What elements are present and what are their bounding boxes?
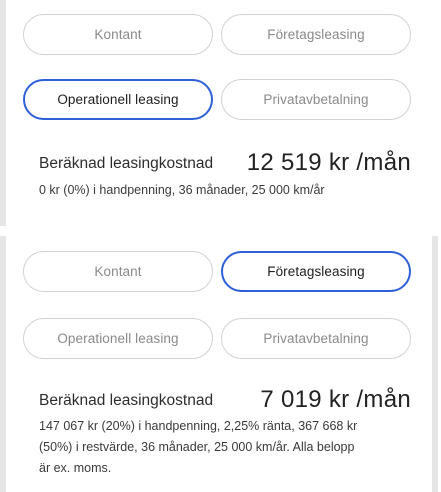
scroll-edge-right bbox=[432, 236, 438, 492]
option-cash-label: Kontant bbox=[94, 264, 142, 279]
option-operational-leasing[interactable] bbox=[23, 318, 213, 359]
card-separator bbox=[0, 226, 441, 236]
cost-details bbox=[39, 416, 357, 479]
option-private-installment[interactable] bbox=[221, 79, 411, 120]
option-private-installment-label: Privatavbetalning bbox=[263, 331, 369, 346]
option-operational-leasing[interactable] bbox=[23, 79, 213, 120]
option-company-leasing-label: Företagsleasing bbox=[267, 27, 365, 42]
cost-label: Beräknad leasingkostnad bbox=[39, 392, 214, 409]
cost-details-line-1: 147 067 kr (20%) i handpenning, 2,25% ränta, 367 668 kr bbox=[39, 419, 358, 433]
scroll-edge-top bbox=[0, 0, 6, 226]
option-company-leasing[interactable] bbox=[221, 14, 411, 55]
cost-value: 7 019 kr /mån bbox=[260, 386, 411, 413]
option-cash[interactable] bbox=[23, 14, 213, 55]
cost-details-line-3: är ex. moms. bbox=[39, 461, 112, 475]
cost-details-line-2: (50%) i restvärde, 36 månader, 25 000 km/år. Alla belopp bbox=[39, 440, 355, 454]
cost-label: Beräknad leasingkostnad bbox=[39, 155, 214, 172]
option-cash-label: Kontant bbox=[94, 27, 142, 42]
cost-value: 12 519 kr /mån bbox=[246, 149, 411, 176]
option-company-leasing[interactable] bbox=[221, 251, 411, 292]
option-private-installment-label: Privatavbetalning bbox=[263, 92, 369, 107]
option-company-leasing-label: Företagsleasing bbox=[267, 264, 365, 279]
scroll-edge-bottom bbox=[0, 236, 6, 492]
cost-details: 0 kr (0%) i handpenning, 36 månader, 25 000 km/år bbox=[39, 183, 325, 197]
option-operational-leasing-label: Operationell leasing bbox=[57, 331, 179, 346]
option-private-installment[interactable] bbox=[221, 318, 411, 359]
option-cash[interactable] bbox=[23, 251, 213, 292]
option-operational-leasing-label: Operationell leasing bbox=[57, 92, 179, 107]
